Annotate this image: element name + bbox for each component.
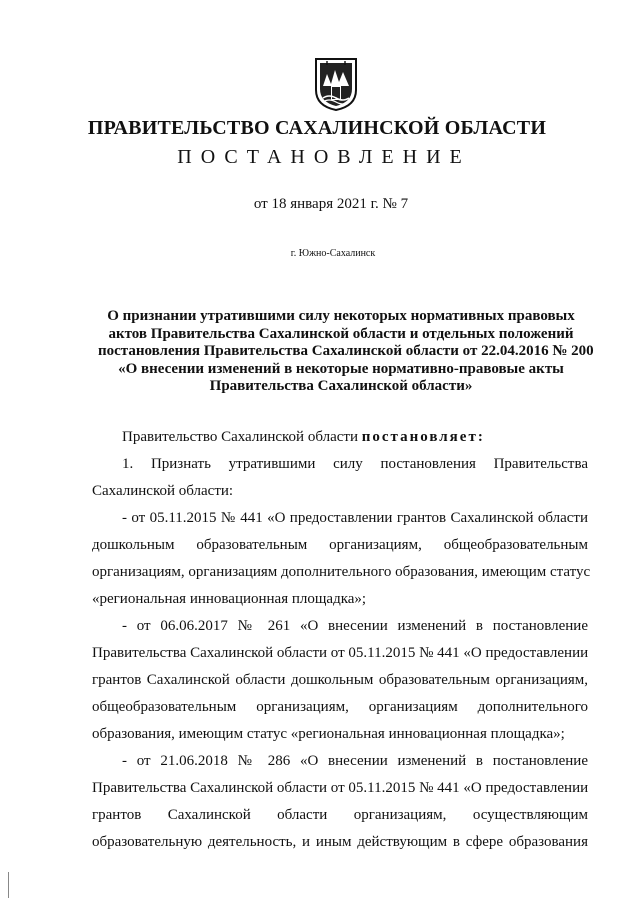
intro-verb: постановляет: [361,429,485,445]
government-title: ПРАВИТЕЛЬСТВО САХАЛИНСКОЙ ОБЛАСТИ [87,117,547,139]
sub-item-1-line: дошкольным образовательным организациям, общеобразовательным [92,537,588,553]
scan-edge-mark [8,872,9,898]
sub-item-2-line: общеобразовательным организациям, организациям дополнительного [92,699,588,715]
sakhalin-coat-of-arms-icon [313,56,359,112]
heading-line: актов Правительства Сахалинской области и отдельных положений [108,325,574,342]
document-heading [98,308,594,396]
document-city: г. Южно-Сахалинск [290,248,376,259]
item-1-line: 1. Признать утратившими силу постановления Правительства [122,456,588,472]
document-body [92,424,591,856]
sub-item-1-line: - от 05.11.2015 № 441 «О предоставлении грантов Сахалинской области [122,510,588,526]
sub-item-3-line: грантов Сахалинской области организациям, осуществляющим [92,807,588,823]
sub-item-3-line: образовательную деятельность, и иным действующим в сфере образования [92,834,588,850]
sub-item-1-line: «региональная инновационная площадка»; [92,591,367,607]
sub-item-2-line: Правительства Сахалинской области от 05.11.2015 № 441 «О предоставлении [92,645,589,661]
heading-line: Правительства Сахалинской области» [209,378,473,394]
document-date-number: от 18 января 2021 г. № 7 [253,196,409,212]
sub-item-2 [92,613,588,748]
item-1-line: Сахалинской области: [92,483,234,499]
intro-paragraph [92,424,588,451]
sub-item-3-line: - от 21.06.2018 № 286 «О внесении изменений в постановление [122,753,588,769]
sub-item-3 [92,748,588,856]
item-1 [92,451,588,505]
sub-item-2-line: образования, имеющим статус «региональная инновационная площадка»; [92,726,565,742]
intro-prefix: Правительство Сахалинской области [122,429,358,445]
heading-line: «О внесении изменений в некоторые нормативно-правовые акты [118,360,564,377]
document-type: ПОСТАНОВЛЕНИЕ [177,146,471,168]
sub-item-3-line: Правительства Сахалинской области от 05.11.2015 № 441 «О предоставлении [92,780,589,796]
sub-item-2-line: грантов Сахалинской области дошкольным образовательным организациям, [92,672,588,688]
heading-line: постановления Правительства Сахалинской области от 22.04.2016 № 200 [98,343,594,359]
sub-item-2-line: - от 06.06.2017 № 261 «О внесении изменений в постановление [122,618,588,634]
sub-item-1 [92,505,591,613]
sub-item-1-line: организациям, организациям дополнительного образования, имеющим статус [92,564,591,580]
heading-line: О признании утратившими силу некоторых нормативных правовых [107,308,575,324]
